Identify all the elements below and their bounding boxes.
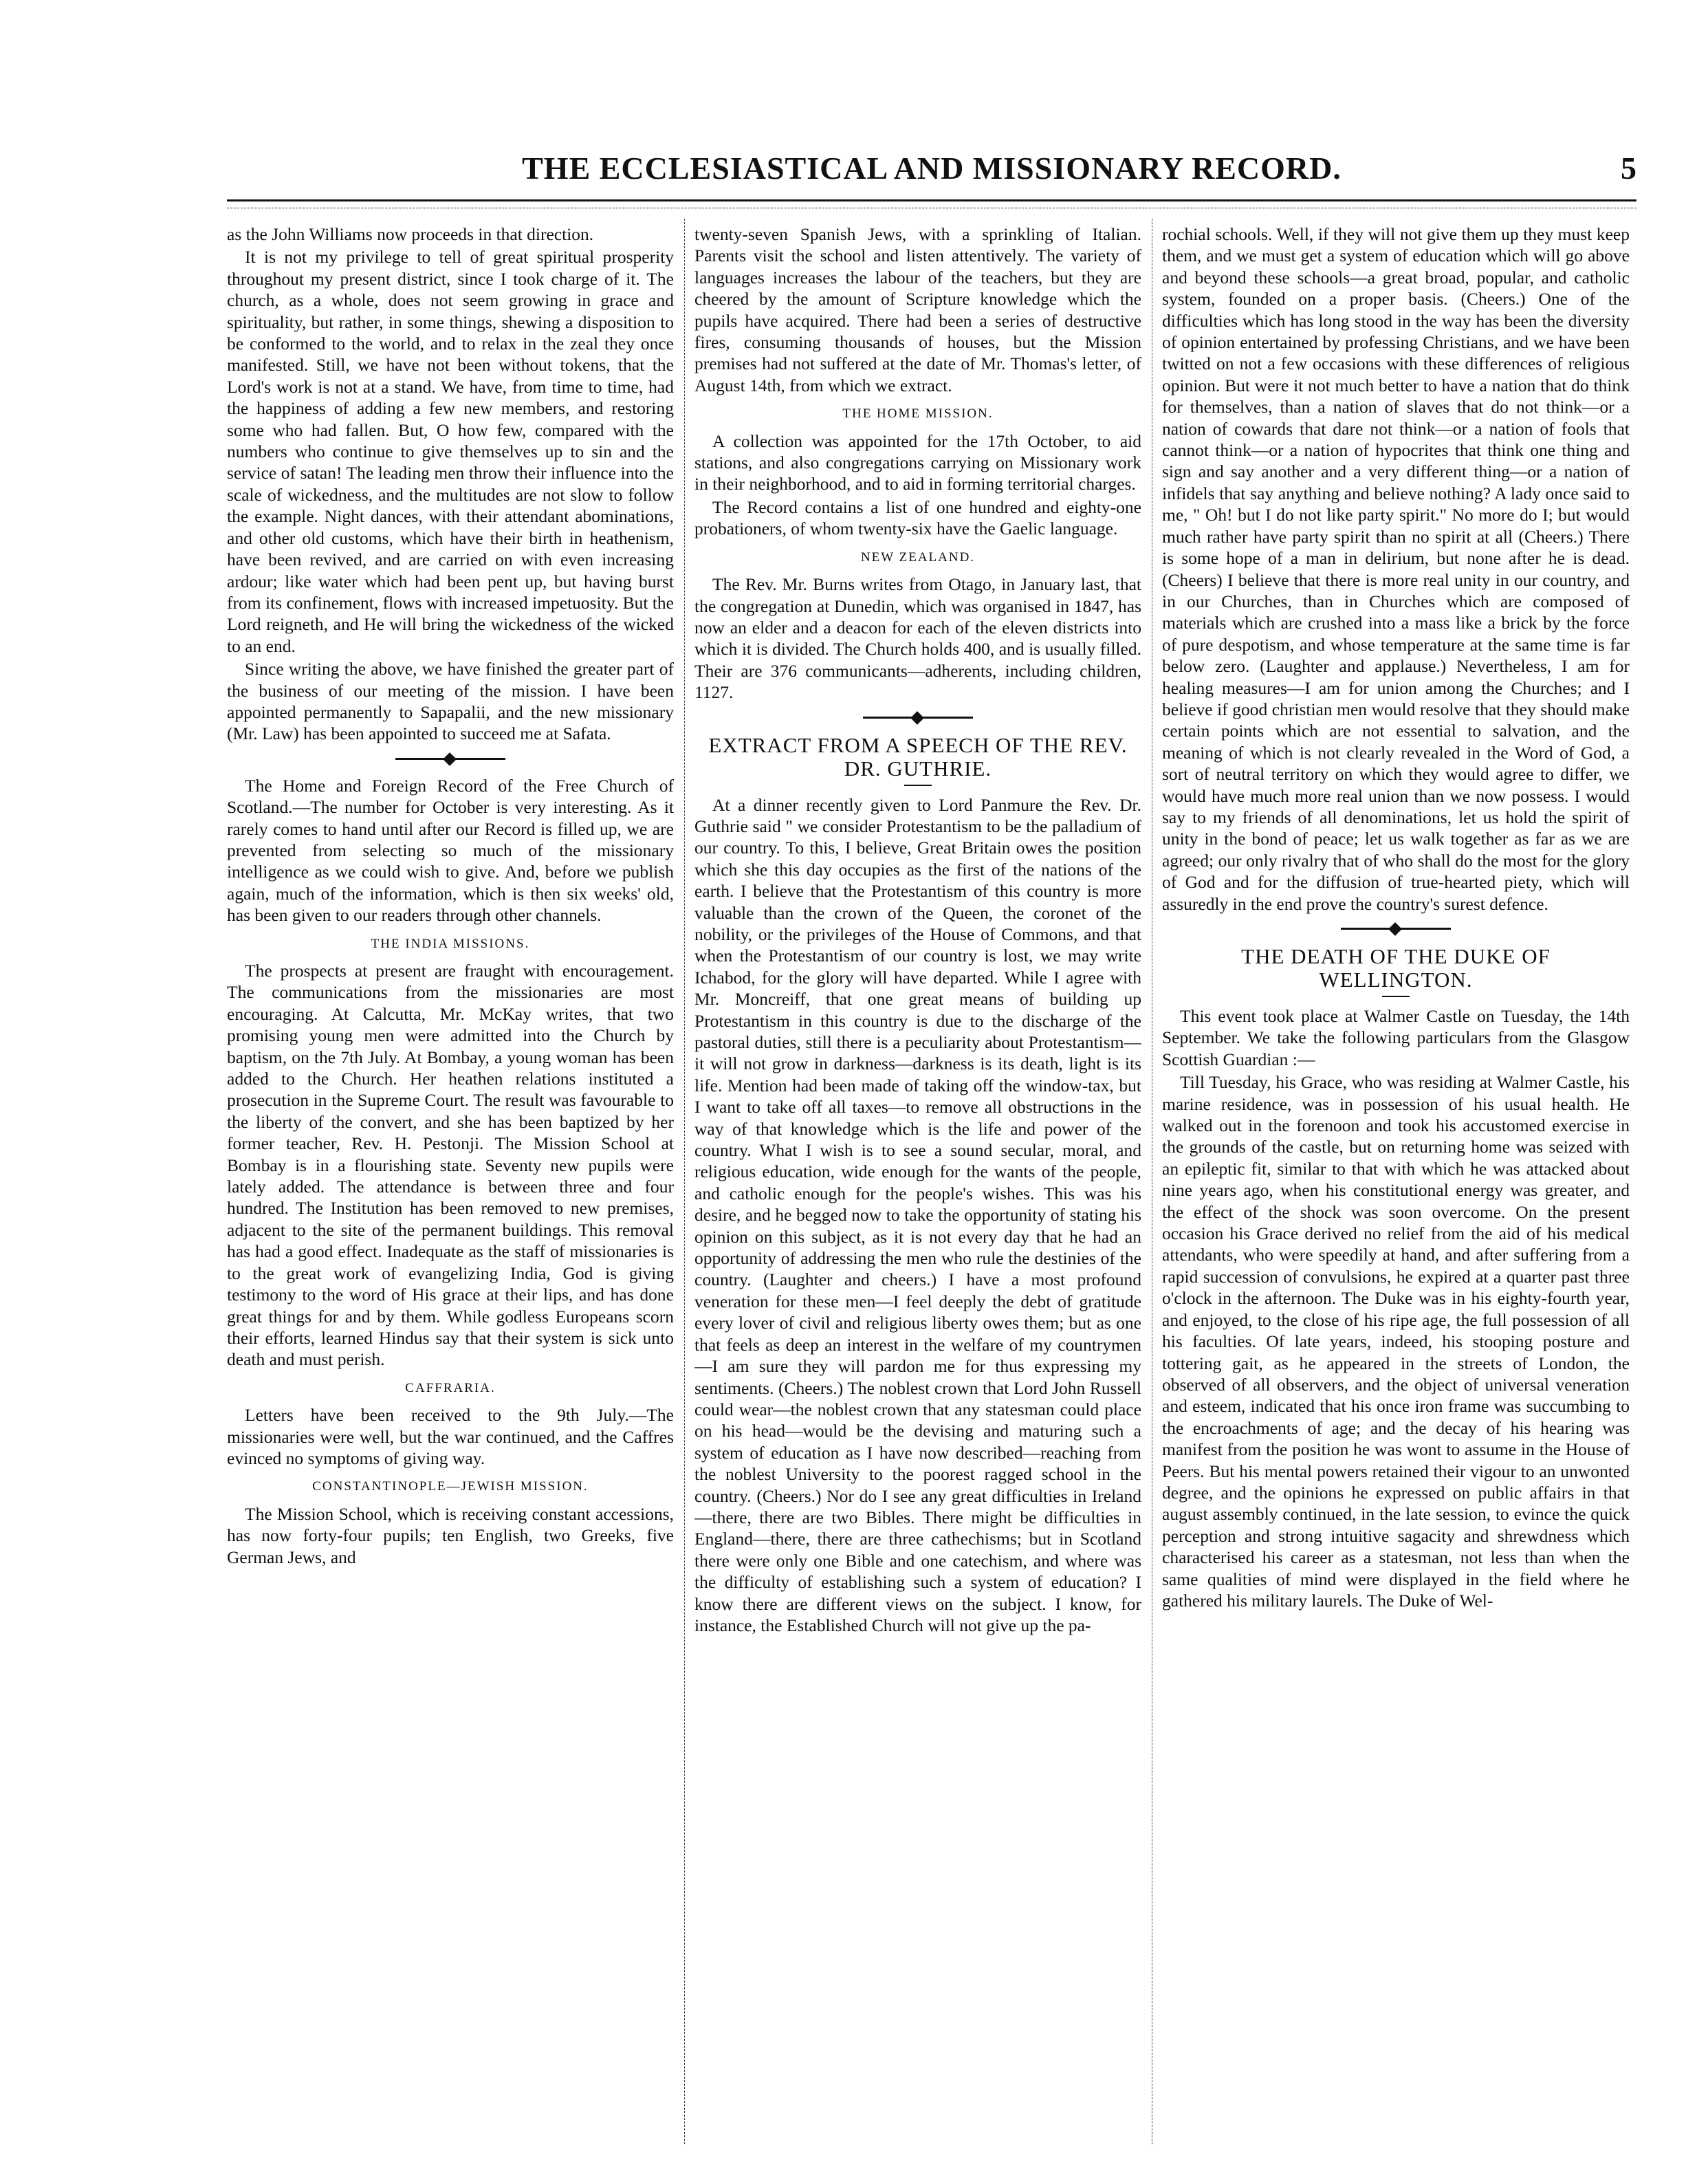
article-heading: EXTRACT FROM A SPEECH OF THE REV. DR. GUTHRIE. <box>708 732 1128 781</box>
paragraph: Till Tuesday, his Grace, who was residing at Walmer Castle, his marine residence, was in possession of his usual health. He walked out in the forenoon and took his accustomed exercise in the grounds of the castle, but on returning home was seized with an epileptic fit, similar to that with which he was attacked about nine years ago, when his constitutional energy was greater, and the effect of the shock was soon overcome. On the present occasion his Grace derived no relief from the aid of his medical attendants, who were speedily at hand, and after suffering from a rapid succession of convulsions, he expired at a quarter past three o'clock in the afternoon. The Duke was in his eighty-fourth year, and enjoyed, to the close of his ripe age, the full possession of all his faculties. Of late years, indeed, his stooping posture and tottering gait, as he appeared in the streets of London, the observed of all observers, and the object of universal veneration and esteem, indicated that his once iron frame was succumbing to the encroachments of age; and the decay of his hearing was manifest from the position he was wont to assume in the House of Peers. But his mental powers retained their vigour to an unwonted degree, and the opinions he expressed on public affairs in that august assembly continued, in the late session, to evince the quick perception and strong intuitive sagacity and shrewdness which characterised his career as a statesman, not less than when the same qualities of mind were displayed in the field where he gathered his military laurels. The Duke of Wel- <box>1162 1072 1630 1611</box>
paragraph: Since writing the above, we have finished the greater part of the business of our meeting of the mission. I have been appointed permanently to Sapapalii, and the new missionary (Mr. Law) has been appointed to succeed me at Safata. <box>227 659 674 744</box>
paragraph: as the John Williams now proceeds in that direction. <box>227 224 594 244</box>
section-separator-ornament <box>395 754 505 763</box>
paragraph: The Record contains a list of one hundred and eighty-one probationers, of whom twenty-six have the Gaelic language. <box>694 497 1141 539</box>
column-1 <box>227 223 674 2142</box>
paragraph: Letters have been received to the 9th July.—The missionaries were well, but the war continued, and the Caffres evinced no symptoms of giving way. <box>227 1405 674 1468</box>
paragraph: rochial schools. Well, if they will not give them up they must keep them, and we must get a system of education which will go above and beyond these schools—a great broad, popular, and catholic system, founded on a proper basis. (Cheers.) One of the difficulties which has long stood in the way has been the diversity of opinion entertained by professing Christians, and we have been twitted on not a few occasions with these differences of religious opinion. But were it not much better to have a nation that do think for themselves, than a nation of slaves that do not think—or a nation of cowards that dare not think—or a nation of fools that cannot think—or a nation of hypocrites that think one thing and sign and say another and a very different thing—or a nation of infidels that say anything and believe nothing? A lady once said to me, " Oh! but I do not like party spirit." No more do I; but would much rather have party spirit than no spirit at all (Cheers.) There is some hope of a man in delirium, but none after he is dead. (Cheers) I believe that there is more real unity in our country, and in our Churches, than in Churches which are composed of materials which are crushed into a mass like a brick by the force of pure despotism, and whose temperature at the same time is far below zero. (Laughter and applause.) Nevertheless, I am for healing measures—I am for union among the Churches; and I believe if good christian men would resolve that they should make certain points which are not essential to salvation, and the meaning of which is not clearly revealed in the Word of God, a sort of neutral territory on which they would agree to differ, we would have much more real union than we now possess. I would say to my friends of all denominations, let us hold the spirit of unity in the bond of peace; let us walk together as far as we are agreed; our only rivalry that of who shall do the most for the glory of God and for the diffusion of true-hearted piety, which will assuredly in the end prove the country's surest defence. <box>1162 224 1630 914</box>
page-number: 5 <box>1621 151 1636 186</box>
header-rule <box>227 199 1636 201</box>
paragraph: At a dinner recently given to Lord Panmure the Rev. Dr. Guthrie said " we consider Protestantism to be the palladium of our country. To this, I believe, Great Britain owes the position which she this day occupies as the first of the nations of the earth. I believe that the Protestantism of this country is more valuable than the crown of the Queen, the coronet of the nobility, or the privileges of the House of Commons, and that when the Protestantism of our country is lost, we may write Ichabod, for the glory will have departed. While I agree with Mr. Moncreiff, that one great means of building up Protestantism in this country is due to the discharge of the pastoral duties, still there is a peculiarity about Protestantism—it will not grow in darkness—darkness is its death, light is its life. Mention had been made of taking off the window-tax, but I want to take off all taxes—to remove all obstructions in the way of that knowledge which is the life and power of the country. What I wish is to see a sound secular, moral, and religious education, wide enough for the wants of the people, and catholic enough for the people's wishes. This was his desire, and he begged now to take the opportunity of stating his opinion on this subject, as it is not every day that he had an opportunity of addressing the men who rule the destinies of the country. (Laughter and cheers.) I have a most profound veneration for these men—I feel deeply the debt of gratitude every lover of civil and religious liberty owes them; but as one that feels as deep an interest in the welfare of my countrymen—I am sure they will pardon me for thus expressing my sentiments. (Cheers.) The noblest crown that Lord John Russell could wear—the noblest crown that any statesman could place on his head—would be the devising and maturing such a system of education as I have now described—reaching from the noblest University to the poorest ragged school in the country. (Cheers.) Nor do I see any great difficulties in Ireland—there, there are two Bibles. There might be difficulties in England—there, there are three cathechisms; but in Scotland there were only one Bible and one catechism, and where was the difficulty of establishing such a system of education? I know there are different views on the subject. I know, for instance, the Established Church will not give up the pa- <box>694 794 1141 1635</box>
column-divider <box>684 219 685 2144</box>
paragraph: twenty-seven Spanish Jews, with a sprinkling of Italian. Parents visit the school and listen attentively. The variety of languages increases the labour of the teachers, but they are cheered by the amount of Scripture knowledge which the pupils have acquired. There had been a series of destructive fires, consuming thousands of houses, but the Mission premises had not suffered at the date of Mr. Thomas's letter, of August 14th, from which we extract. <box>694 224 1141 395</box>
paragraph: A collection was appointed for the 17th October, to aid stations, and also congregations carrying on Missionary work in their neighborhood, and to aid in forming territorial charges. <box>694 430 1141 494</box>
paragraph: It is not my privilege to tell of great spiritual prosperity throughout my present district, since I took charge of it. The church, as a whole, does not seem growing in grace and spirituality, but rather, in some things, shewing a disposition to be conformed to the world, and to relax in the zeal they once manifested. Still, we have not been without tokens, that the Lord's work is not at a stand. We have, from time to time, had the happiness of adding a few new members, and restoring some who had fallen. But, O how few, compared with the numbers who continue to give themselves up to sin and the service of satan! The leading men throw their influence into the scale of wickedness, and the multitudes are not slow to follow the example. Night dances, with their attendant abominations, and other old customs, which have their birth in heathenism, have been revived, and are carried on with even increasing ardour; like water which had been pent up, but having burst from its confinement, flows with increased impetuosity. But the Lord reigneth, and He will bring the wickedness of the wicked to an end. <box>227 247 674 656</box>
article-heading: THE DEATH OF THE DUKE OF WELLINGTON. <box>1241 944 1551 992</box>
section-separator-ornament <box>863 713 973 721</box>
paragraph: This event took place at Walmer Castle on Tuesday, the 14th September. We take the following particulars from the Glasgow Scottish Guardian :— <box>1162 1006 1630 1069</box>
paragraph: The Mission School, which is receiving constant accessions, has now forty-four pupils; ten English, two Greeks, five German Jews, and <box>227 1503 674 1567</box>
short-rule <box>904 785 932 786</box>
section-heading: NEW ZEALAND. <box>860 549 976 565</box>
column-2 <box>694 223 1141 2142</box>
paragraph: The Rev. Mr. Burns writes from Otago, in January last, that the congregation at Dunedin, which was organised in 1847, has now an elder and a deacon for each of the eleven districts into which it is divided. The Church holds 400, and is usually filled. Their are 376 communicants—adherents, including children, 1127. <box>694 574 1141 703</box>
section-heading: THE HOME MISSION. <box>842 406 994 422</box>
page-title: THE ECCLESIASTICAL AND MISSIONARY RECORD. <box>522 151 1342 186</box>
section-separator-ornament <box>1341 924 1451 932</box>
section-heading: CONSTANTINOPLE—JEWISH MISSION. <box>312 1479 589 1494</box>
section-heading: THE INDIA MISSIONS. <box>371 936 530 951</box>
paragraph: The Home and Foreign Record of the Free Church of Scotland.—The number for October is very interesting. As it rarely comes to hand until after our Record is filled up, we are prevented from selecting so much of the missionary intelligence as we could wish to give. And, before we publish again, much of the information, which is then six weeks' old, has been given to our readers through other channels. <box>227 775 674 926</box>
running-head <box>227 150 1636 198</box>
paragraph: The prospects at present are fraught with encouragement. The communications from the missionaries are most encouraging. At Calcutta, Mr. McKay writes, that two promising young men were admitted into the Church by baptism, on the 7th July. At Bombay, a young woman has been added to the Church. Her heathen relations instituted a prosecution in the Supreme Court. The result was favourable to the liberty of the convert, and she has been baptized by her former teacher, Rev. H. Pestonji. The Mission School at Bombay is in a flourishing state. Seventy new pupils were lately added. The attendance is between three and four hundred. The Institution has been removed to new premises, adjacent to the site of the permanent buildings. This removal has had a good effect. Inadequate as the staff of missionaries is to the great work of evangelizing India, God is giving testimony to the word of His grace at their lips, and has done great things for and by them. While godless Europeans scorn their efforts, learned Hindus say that their system is sick unto death and must perish. <box>227 961 674 1370</box>
column-3 <box>1162 223 1630 2142</box>
short-rule <box>1382 996 1410 997</box>
section-heading: CAFFRARIA. <box>405 1380 496 1395</box>
